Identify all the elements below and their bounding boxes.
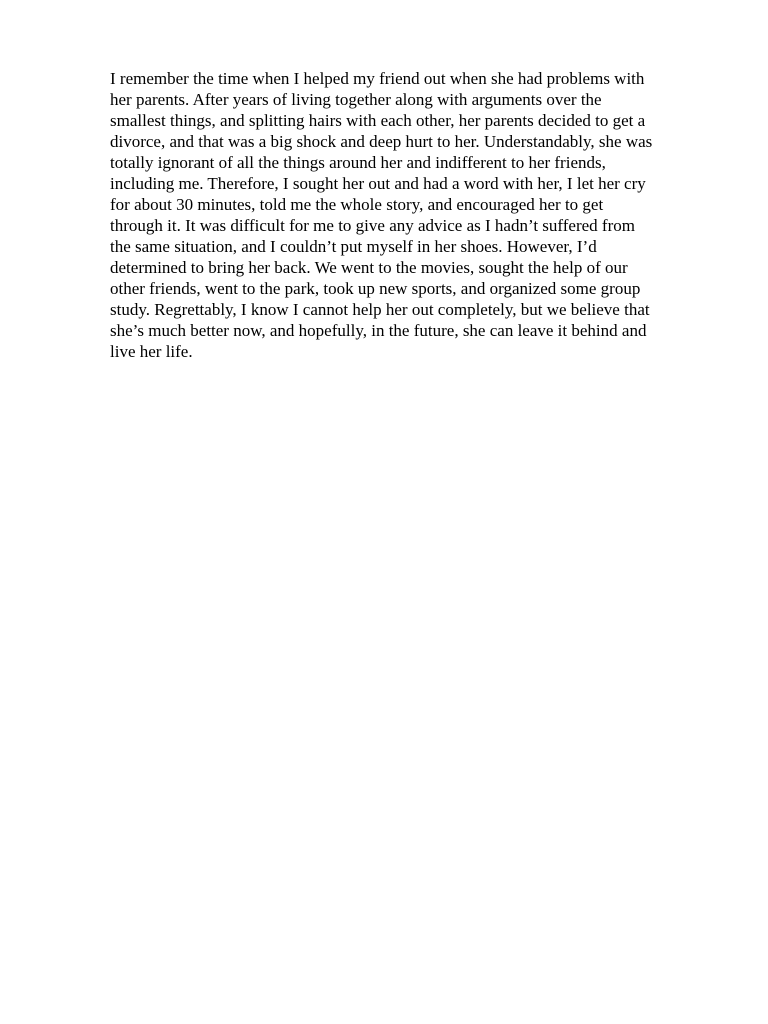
paragraph-line: for about 30 minutes, told me the whole story, and encouraged her to get: [110, 195, 604, 214]
paragraph-line: other friends, went to the park, took up new sports, and organized some group: [110, 279, 641, 298]
paragraph-line: totally ignorant of all the things around her and indifferent to her friends,: [110, 153, 606, 172]
paragraph-line: determined to bring her back. We went to the movies, sought the help of our: [110, 258, 628, 277]
paragraph-line: study. Regrettably, I know I cannot help her out completely, but we believe that: [110, 300, 650, 319]
paragraph-line: live her life.: [110, 342, 193, 361]
paragraph-line: divorce, and that was a big shock and deep hurt to her. Understandably, she was: [110, 132, 653, 151]
paragraph-line: through it. It was difficult for me to give any advice as I hadn’t suffered from: [110, 216, 635, 235]
paragraph-line: I remember the time when I helped my friend out when she had problems with: [110, 69, 645, 88]
paragraph-line: including me. Therefore, I sought her out and had a word with her, I let her cry: [110, 174, 646, 193]
paragraph-line: the same situation, and I couldn’t put myself in her shoes. However, I’d: [110, 237, 597, 256]
paragraph-line: smallest things, and splitting hairs with each other, her parents decided to get a: [110, 111, 646, 130]
body-paragraph: [110, 68, 700, 362]
paragraph-line: she’s much better now, and hopefully, in the future, she can leave it behind and: [110, 321, 647, 340]
paragraph-line: her parents. After years of living together along with arguments over the: [110, 90, 602, 109]
